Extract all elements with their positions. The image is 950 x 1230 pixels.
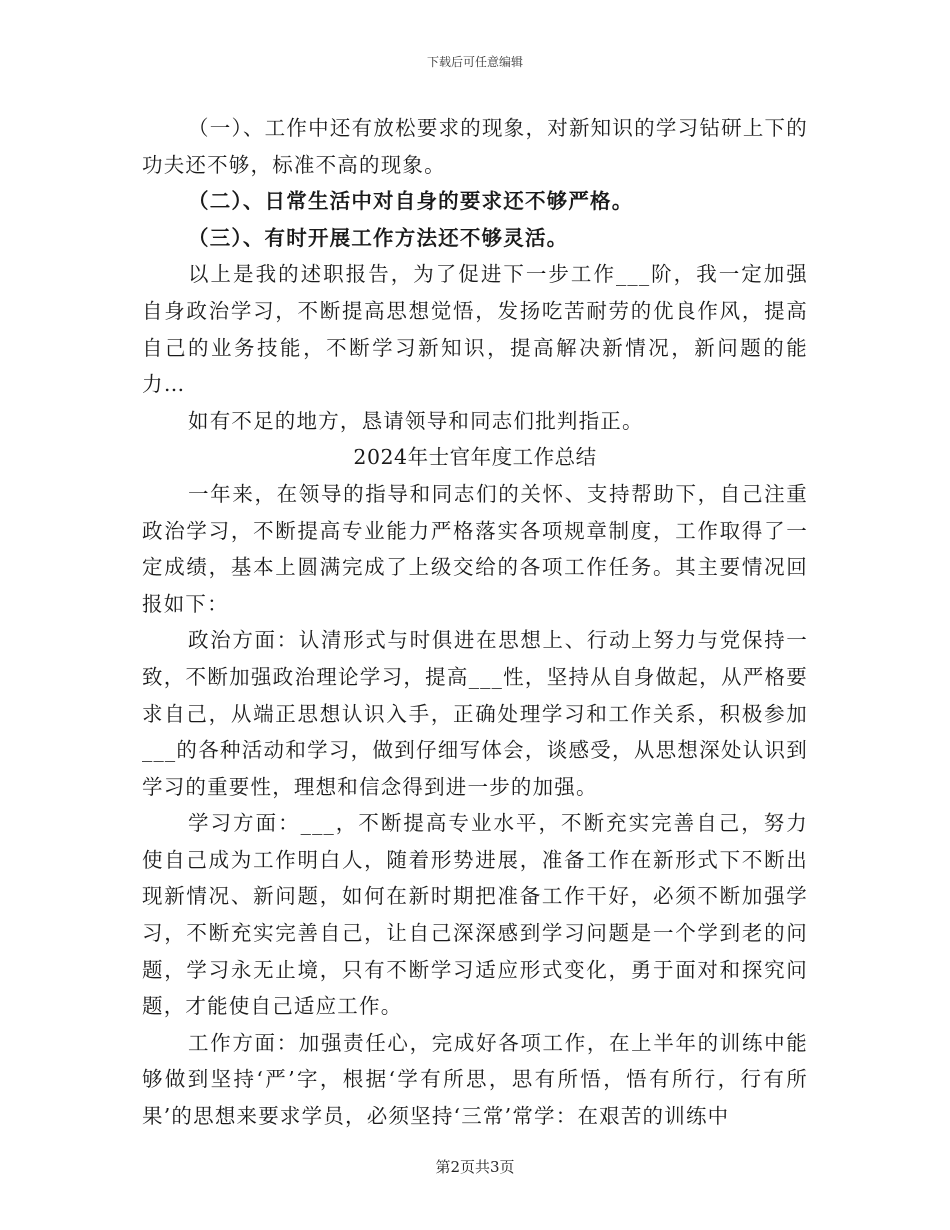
paragraph-study: 学习方面：___，不断提高专业水平，不断充实完善自己，努力使自己成为工作明白人，随着形势进展，准备工作在新形式下不断出现新情况、新问题，如何在新时期把准备工作干好，必须不断加强学习，不断充实完善自己，让自己深深感到学习问题是一个学到老的问题，学习永无止境，只有不断学习适应形式变化，勇于面对和探究问题，才能使自己适应工作。 [142,811,808,1019]
paragraph-closing: 如有不足的地方，恳请领导和同志们批判指正。 [188,408,644,433]
paragraph-intro: 一年来，在领导的指导和同志们的关怀、支持帮助下，自己注重政治学习，不断提高专业能力严格落实各项规章制度，工作取得了一定成绩，基本上圆满完成了上级交给的各项工作任务。其主要情况回报如下： [142,481,808,616]
paragraph-conclusion: 以上是我的述职报告，为了促进下一步工作___阶，我一定加强自身政治学习，不断提高思想觉悟，发扬吃苦耐劳的优良作风，提高自己的业务技能，不断学习新知识，提高解决新情况，新问题的能力… [142,262,808,397]
paragraph-issue-2: （二）、日常生活中对自身的要求还不够严格。 [188,189,634,214]
paragraph-work: 工作方面：加强责任心，完成好各项工作，在上半年的训练中能够做到坚持‘严’字，根据‘学有所思，思有所悟，悟有所行，行有所果’的思想来要求学员，必须坚持‘三常’常学：在艰苦的训练中 [142,1030,808,1129]
paragraph-issue-1: （一）、工作中还有放松要求的现象，对新知识的学习钻研上下的功夫还不够，标准不高的现象。 [142,116,808,177]
page-header-note: 下载后可任意编辑 [426,55,523,69]
paragraph-issue-3: （三）、有时开展工作方法还不够灵活。 [188,225,569,250]
page-footer: 第2页共3页 [435,1158,515,1176]
document-body [142,110,808,1135]
section-title: 2024年士官年度工作总结 [353,445,597,470]
paragraph-political: 政治方面：认清形式与时俱进在思想上、行动上努力与党保持一致，不断加强政治理论学习，提高___性，坚持从自身做起，从严格要求自己，从端正思想认识入手，正确处理学习和工作关系，积极参加___的各种活动和学习，做到仔细写体会，谈感受，从思想深处认识到学习的重要性，理想和信念得到进一步的加强。 [142,628,808,799]
